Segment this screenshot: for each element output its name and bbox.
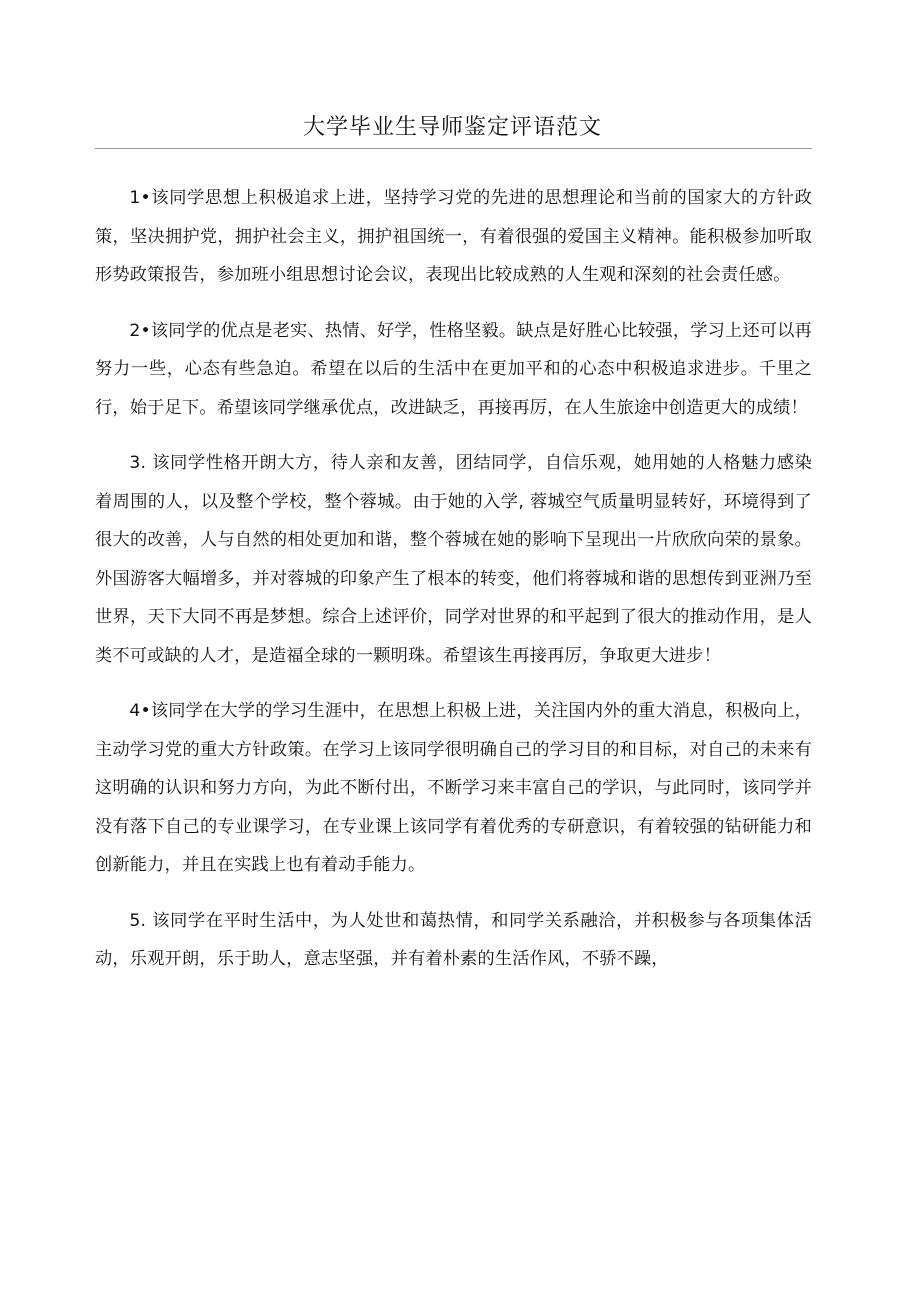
- paragraph-2: 2•该同学的优点是老实、热情、好学，性格坚毅。缺点是好胜心比较强，学习上还可以再努力一些，心态有些急迫。希望在以后的生活中在更加平和的心态中积极追求进步。千里之行，始于足下。希望该同学继承优点，改进缺乏，再接再厉，在人生旅途中创造更大的成绩！: [95, 320, 812, 418]
- title-divider: [95, 148, 812, 149]
- document-title: 大学毕业生导师鉴定评语范文: [302, 115, 602, 140]
- paragraph-1: 1•该同学思想上积极追求上进，坚持学习党的先进的思想理论和当前的国家大的方针政策，坚决拥护党，拥护社会主义，拥护祖国统一，有着很强的爱国主义精神。能积极参加听取形势政策报告，参加班小组思想讨论会议，表现出比较成熟的人生观和深刻的社会责任感。: [95, 188, 812, 285]
- paragraph-4: 4•该同学在大学的学习生涯中，在思想上积极上进，关注国内外的重大消息，积极向上，主动学习党的重大方针政策。在学习上该同学很明确自己的学习目的和目标，对自己的未来有这明确的认识和努力方向，为此不断付出，不断学习来丰富自己的学识，与此同时，该同学并没有落下自己的专业课学习，在专业课上该同学有着优秀的专研意识，有着较强的钻研能力和创新能力，并且在实践上也有着动手能力。: [95, 701, 812, 875]
- paragraph-5: 5. 该同学在平时生活中，为人处世和蔼热情，和同学关系融洽，并积极参与各项集体活动，乐观开朗，乐于助人，意志坚强，并有着朴素的生活作风，不骄不躁，: [95, 910, 812, 969]
- paragraph-3: 3. 该同学性格开朗大方，待人亲和友善，团结同学，自信乐观，她用她的人格魅力感染着周围的人，以及整个学校，整个蓉城。由于她的入学, 蓉城空气质量明显转好，环境得到了很大的改善，人与自然的相处更加和谐，整个蓉城在她的影响下呈现出一片欣欣向荣的景象。外国游客大幅增多，并对蓉城的印象产生了根本的转变，他们将蓉城和谐的思想传到亚洲乃至世界，天下大同不再是梦想。综合上述评价，同学对世界的和平起到了很大的推动作用，是人类不可或缺的人才，是造福全球的一颗明珠。希望该生再接再厉，争取更大进步！: [95, 453, 812, 666]
